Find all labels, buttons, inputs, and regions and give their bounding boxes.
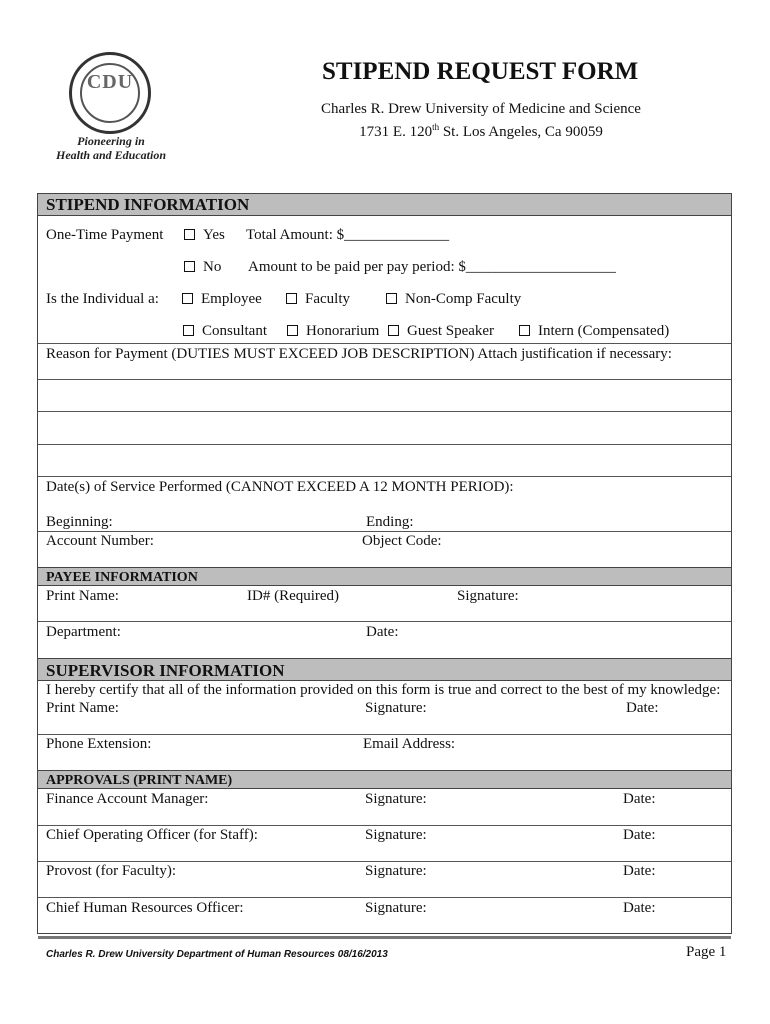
form-title: STIPEND REQUEST FORM (322, 58, 639, 85)
faculty-option[interactable]: Faculty (286, 291, 350, 308)
consultant-checkbox[interactable] (183, 325, 194, 336)
payee-department-field[interactable]: Department: (46, 624, 121, 640)
employee-checkbox[interactable] (182, 293, 193, 304)
payee-signature-field[interactable]: Signature: (457, 588, 519, 604)
one-time-payment-label: One-Time Payment (46, 227, 164, 243)
reason-line-1[interactable] (38, 380, 731, 411)
non-comp-faculty-checkbox[interactable] (386, 293, 397, 304)
footer-text: Charles R. Drew University Department of Human Resources 08/16/2013 (46, 949, 388, 960)
divider (38, 734, 731, 735)
divider (38, 861, 731, 862)
seal-text: CDU (86, 71, 134, 93)
approval-role-provost: Provost (for Faculty): (46, 863, 176, 879)
yes-checkbox[interactable] (184, 229, 195, 240)
logo-tagline: Pioneering in Health and Education (55, 134, 167, 162)
reason-line-2[interactable] (38, 412, 731, 443)
supervisor-date-field[interactable]: Date: (626, 700, 659, 716)
supervisor-email-field[interactable]: Email Address: (363, 736, 456, 752)
non-comp-faculty-option[interactable]: Non-Comp Faculty (386, 291, 521, 308)
supervisor-signature-field[interactable]: Signature: (365, 700, 427, 716)
approval-date-field[interactable]: Date: (623, 827, 656, 843)
payee-date-field[interactable]: Date: (366, 624, 399, 640)
approval-date-field[interactable]: Date: (623, 791, 656, 807)
approval-role-finance: Finance Account Manager: (46, 791, 209, 807)
per-pay-period-field[interactable]: Amount to be paid per pay period: $____________________ (248, 259, 616, 275)
ending-date-field[interactable]: Ending: (366, 514, 414, 530)
footer-rule (38, 936, 731, 939)
approval-signature-field[interactable]: Signature: (365, 827, 427, 843)
divider (38, 531, 731, 532)
university-logo (45, 48, 175, 178)
street-address: 1731 E. 120th St. Los Angeles, Ca 90059 (359, 122, 603, 140)
approvals-section-header: APPROVALS (PRINT NAME) (38, 770, 731, 789)
divider (38, 825, 731, 826)
approval-role-chro: Chief Human Resources Officer: (46, 900, 244, 916)
org-address (300, 100, 662, 141)
approval-date-field[interactable]: Date: (623, 900, 656, 916)
approval-signature-field[interactable]: Signature: (365, 863, 427, 879)
divider (38, 621, 731, 622)
approval-signature-field[interactable]: Signature: (365, 791, 427, 807)
total-amount-field[interactable]: Total Amount: $______________ (246, 227, 450, 243)
payee-print-name-field[interactable]: Print Name: (46, 588, 119, 604)
payee-section-header: PAYEE INFORMATION (38, 567, 731, 586)
intern-checkbox[interactable] (519, 325, 530, 336)
guest-speaker-checkbox[interactable] (388, 325, 399, 336)
org-name: Charles R. Drew University of Medicine and Science (321, 101, 641, 117)
individual-type-label: Is the Individual a: (46, 291, 159, 307)
intern-option[interactable]: Intern (Compensated) (519, 323, 669, 340)
honorarium-option[interactable]: Honorarium (287, 323, 379, 340)
divider (38, 476, 731, 477)
approval-date-field[interactable]: Date: (623, 863, 656, 879)
supervisor-certification-text: I hereby certify that all of the information provided on this form is true and correct to the best of my knowledge: (46, 682, 721, 698)
consultant-option[interactable]: Consultant (183, 323, 267, 340)
reason-line-3[interactable] (38, 445, 731, 476)
yes-option[interactable]: Yes (184, 227, 225, 244)
no-checkbox[interactable] (184, 261, 195, 272)
university-seal-icon (69, 52, 151, 134)
supervisor-phone-field[interactable]: Phone Extension: (46, 736, 152, 752)
reason-for-payment-label: Reason for Payment (DUTIES MUST EXCEED JOB DESCRIPTION) Attach justification if necessary: (46, 346, 672, 362)
employee-option[interactable]: Employee (182, 291, 262, 308)
divider (38, 343, 731, 344)
honorarium-checkbox[interactable] (287, 325, 298, 336)
no-option[interactable]: No (184, 259, 221, 276)
dates-of-service-label: Date(s) of Service Performed (CANNOT EXCEED A 12 MONTH PERIOD): (46, 479, 514, 495)
faculty-checkbox[interactable] (286, 293, 297, 304)
object-code-field[interactable]: Object Code: (362, 533, 442, 549)
divider (38, 897, 731, 898)
guest-speaker-option[interactable]: Guest Speaker (388, 323, 494, 340)
approval-signature-field[interactable]: Signature: (365, 900, 427, 916)
page-number: Page 1 (686, 944, 727, 960)
account-number-field[interactable]: Account Number: (46, 533, 154, 549)
supervisor-section-header: SUPERVISOR INFORMATION (38, 658, 731, 681)
beginning-date-field[interactable]: Beginning: (46, 514, 113, 530)
approval-role-coo: Chief Operating Officer (for Staff): (46, 827, 258, 843)
stipend-section-header: STIPEND INFORMATION (38, 194, 731, 216)
payee-id-field[interactable]: ID# (Required) (247, 588, 340, 604)
supervisor-print-name-field[interactable]: Print Name: (46, 700, 119, 716)
